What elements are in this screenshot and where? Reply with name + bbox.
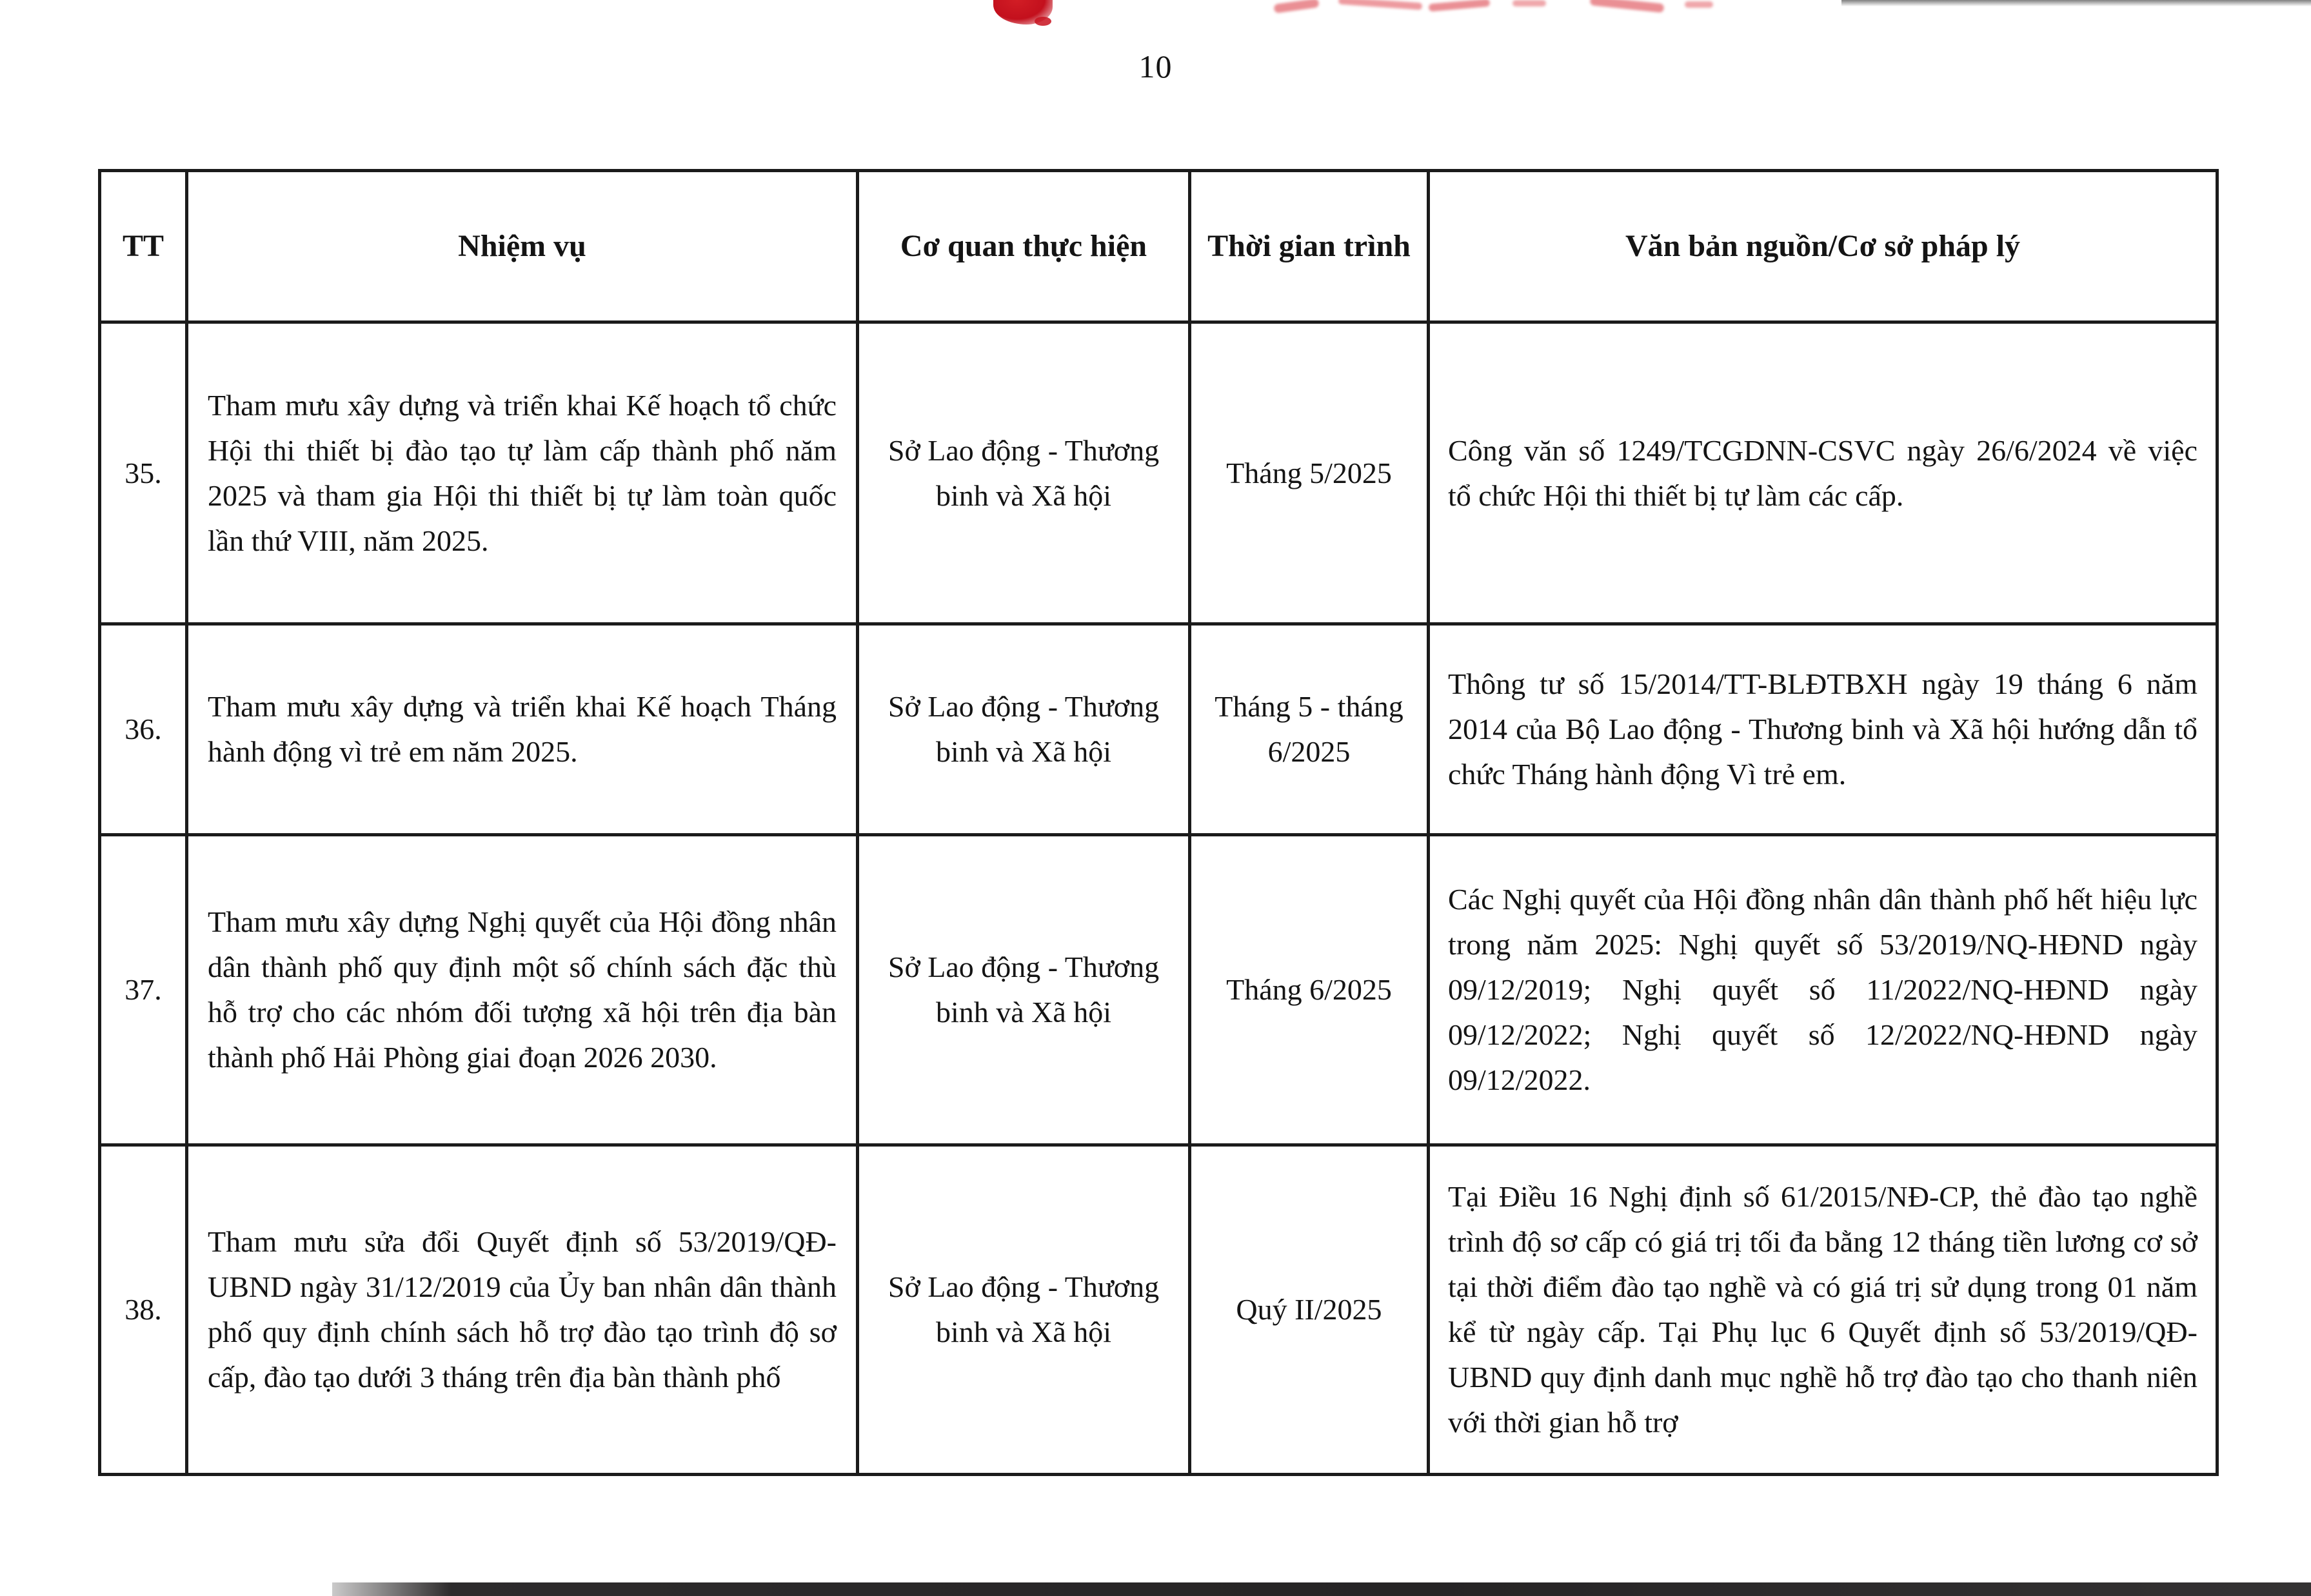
row-number: 36. bbox=[100, 624, 187, 835]
implementing-org: Sở Lao động - Thương binh và Xã hội bbox=[858, 624, 1190, 835]
red-ink-mark bbox=[1035, 17, 1051, 26]
submission-time: Quý II/2025 bbox=[1190, 1145, 1429, 1475]
column-header-legal: Văn bản nguồn/Cơ sở pháp lý bbox=[1429, 171, 2217, 322]
legal-basis: Công văn số 1249/TCGDNN-CSVC ngày 26/6/2024 về việc tổ chức Hội thi thiết bị tự làm các cấp. bbox=[1429, 322, 2217, 624]
table-row bbox=[100, 1145, 2217, 1475]
legal-basis: Thông tư số 15/2014/TT-BLĐTBXH ngày 19 tháng 6 năm 2014 của Bộ Lao động - Thương binh và Xã hội hướng dẫn tổ chức Tháng hành động Vì trẻ em. bbox=[1429, 624, 2217, 835]
red-ink-mark bbox=[1685, 1, 1713, 8]
task-table bbox=[98, 169, 2219, 1476]
row-number: 38. bbox=[100, 1145, 187, 1475]
task-description: Tham mưu xây dựng và triển khai Kế hoạch Tháng hành động vì trẻ em năm 2025. bbox=[187, 624, 858, 835]
submission-time: Tháng 6/2025 bbox=[1190, 835, 1429, 1145]
red-ink-mark bbox=[1590, 0, 1665, 13]
implementing-org: Sở Lao động - Thương binh và Xã hội bbox=[858, 1145, 1190, 1475]
table-header-row bbox=[100, 171, 2217, 322]
red-ink-mark bbox=[1273, 0, 1319, 14]
table-row bbox=[100, 835, 2217, 1145]
row-number: 35. bbox=[100, 322, 187, 624]
legal-basis: Tại Điều 16 Nghị định số 61/2015/NĐ-CP, thẻ đào tạo nghề trình độ sơ cấp có giá trị tối đa bằng 12 tháng tiền lương cơ sở tại thời điểm đào tạo nghề và có giá trị sử dụng trong 01 năm kể từ ngày cấp. Tại Phụ lục 6 Quyết định số 53/2019/QĐ-UBND quy định danh mục nghề hỗ trợ đào tạo cho thanh niên với thời gian hỗ trợ bbox=[1429, 1145, 2217, 1475]
implementing-org: Sở Lao động - Thương binh và Xã hội bbox=[858, 322, 1190, 624]
task-description: Tham mưu sửa đổi Quyết định số 53/2019/QĐ-UBND ngày 31/12/2019 của Ủy ban nhân dân thành phố quy định chính sách hỗ trợ đào tạo trình độ sơ cấp, đào tạo dưới 3 tháng trên địa bàn thành phố bbox=[187, 1145, 858, 1475]
table-row bbox=[100, 624, 2217, 835]
task-description: Tham mưu xây dựng và triển khai Kế hoạch tổ chức Hội thi thiết bị đào tạo tự làm cấp thành phố năm 2025 và tham gia Hội thi thiết bị tự làm toàn quốc lần thứ VIII, năm 2025. bbox=[187, 322, 858, 624]
task-description: Tham mưu xây dựng Nghị quyết của Hội đồng nhân dân thành phố quy định một số chính sách đặc thù hỗ trợ cho các nhóm đối tượng xã hội trên địa bàn thành phố Hải Phòng giai đoạn 2026 2030. bbox=[187, 835, 858, 1145]
red-ink-mark bbox=[1513, 0, 1546, 6]
column-header-time: Thời gian trình bbox=[1190, 171, 1429, 322]
legal-basis: Các Nghị quyết của Hội đồng nhân dân thành phố hết hiệu lực trong năm 2025: Nghị quyết số 53/2019/NQ-HĐND ngày 09/12/2019; Nghị quyết số 11/2022/NQ-HĐND ngày 09/12/2022; Nghị quyết số 12/2022/NQ-HĐND ngày 09/12/2022. bbox=[1429, 835, 2217, 1145]
table-row bbox=[100, 322, 2217, 624]
submission-time: Tháng 5/2025 bbox=[1190, 322, 1429, 624]
row-number: 37. bbox=[100, 835, 187, 1145]
red-ink-mark bbox=[1338, 0, 1422, 10]
column-header-org: Cơ quan thực hiện bbox=[858, 171, 1190, 322]
scan-edge-bottom bbox=[332, 1582, 2311, 1596]
page-number: 10 bbox=[1138, 48, 1173, 84]
scan-edge-top-right bbox=[1841, 0, 2311, 6]
red-ink-mark bbox=[993, 0, 1053, 25]
column-header-tt: TT bbox=[100, 171, 187, 322]
red-ink-mark bbox=[1429, 0, 1491, 12]
submission-time: Tháng 5 - tháng 6/2025 bbox=[1190, 624, 1429, 835]
implementing-org: Sở Lao động - Thương binh và Xã hội bbox=[858, 835, 1190, 1145]
column-header-task: Nhiệm vụ bbox=[187, 171, 858, 322]
